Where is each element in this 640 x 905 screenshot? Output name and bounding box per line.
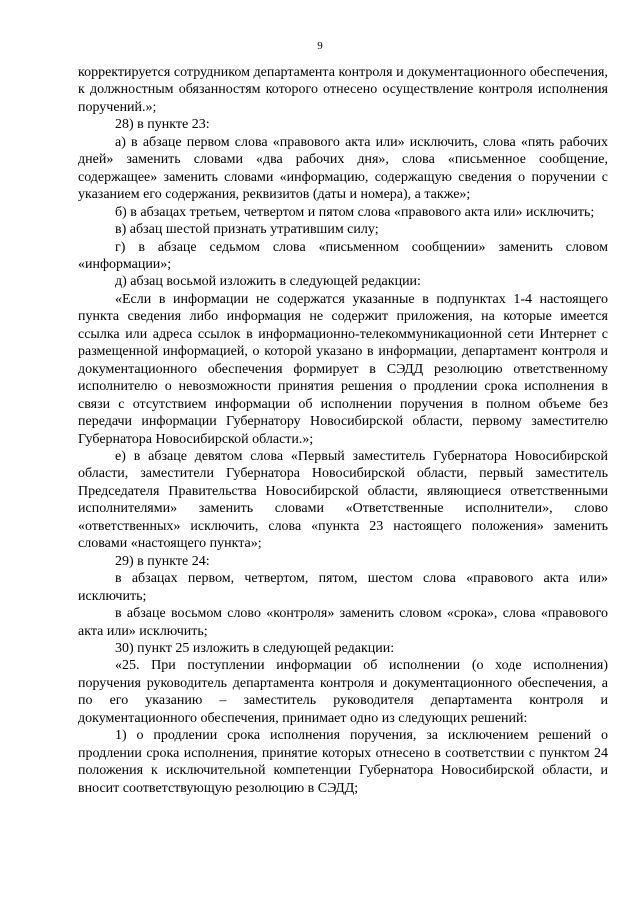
paragraph-item-29: 29) в пункте 24: [115,553,210,569]
document-body [78,64,608,797]
paragraph-subitem-g: г) в абзаце седьмом слова «письменном сообщении» заменить словом «информации»; [78,239,608,272]
paragraph-continuation: корректируется сотрудником департамента контроля и документационного обеспечения, к должностным обязанностям которого отнесено осуществление контроля исполнения поручений.»; [78,65,608,115]
paragraph-quoted-text: «Если в информации не содержатся указанные в подпунктах 1-4 настоящего пункта сведения либо информация не содержит приложения, на которые имеется ссылка или адреса ссылок в информационно-телекоммуникационной сети Интернет с размещенной информацией, о которой указано в информации, департамент контроля и документационного обеспечения формирует в СЭДД резолюцию ответственному исполнителю о невозможности принятия решения о продлении срока исполнения в связи с отсутствием информации об исполнении поручения в полном объеме без передачи информации Губернатору Новосибирской области, первому заместителю Губернатора Новосибирской области.»; [78,291,608,447]
paragraph-clause-25: «25. При поступлении информации об исполнении (о ходе исполнения) поручения руководитель департамента контроля и документационного обеспечения, а по его указанию – заместитель руководителя департамента контроля и документационного обеспечения, принимает одно из следующих решений: [78,658,608,726]
paragraph-item-30: 30) пункт 25 изложить в следующей редакции: [115,640,395,656]
page-number: 9 [317,40,323,52]
paragraph-item-28: 28) в пункте 23: [115,117,210,133]
paragraph-item-29-first: в абзацах первом, четвертом, пятом, шестом слова «правового акта или» исключить; [78,571,608,604]
paragraph-item-29-eighth: в абзаце восьмом слово «контроля» заменить словом «срока», слова «правового акта или» исключить; [78,606,608,639]
paragraph-subitem-v: в) абзац шестой признать утратившим силу; [115,222,379,238]
paragraph-subitem-a: а) в абзаце первом слова «правового акта или» исключить, слова «пять рабочих дней» заменить словами «два рабочих дня», слова «письменное сообщение, содержащее» заменить словами «информацию, содержащую сведения о поручении с указанием его содержания, реквизитов (даты и номера), а также»; [78,134,608,203]
paragraph-subitem-e: е) в абзаце девятом слова «Первый заместитель Губернатора Новосибирской области, заместители Губернатора Новосибирской области, первый заместитель Председателя Правительства Новосибирской области, являющиеся ответственными исполнителями» заменить словами «Ответственные исполнители», слово «ответственных» исключить, слова «пункта 23 настоящего положения» заменить словами «настоящего пункта»; [78,448,608,552]
paragraph-clause-25-subitem-1: 1) о продлении срока исполнения поручения, за исключением решений о продлении срока исполнения, принятие которых отнесено в соответствии с пунктом 24 положения к исключительной компетенции Губернатора Новосибирской области, и вносит соответствующую резолюцию в СЭДД; [78,728,608,796]
paragraph-subitem-d: д) абзац восьмой изложить в следующей редакции: [115,274,421,290]
paragraph-subitem-b: б) в абзацах третьем, четвертом и пятом слова «правового акта или» исключить; [115,204,595,220]
